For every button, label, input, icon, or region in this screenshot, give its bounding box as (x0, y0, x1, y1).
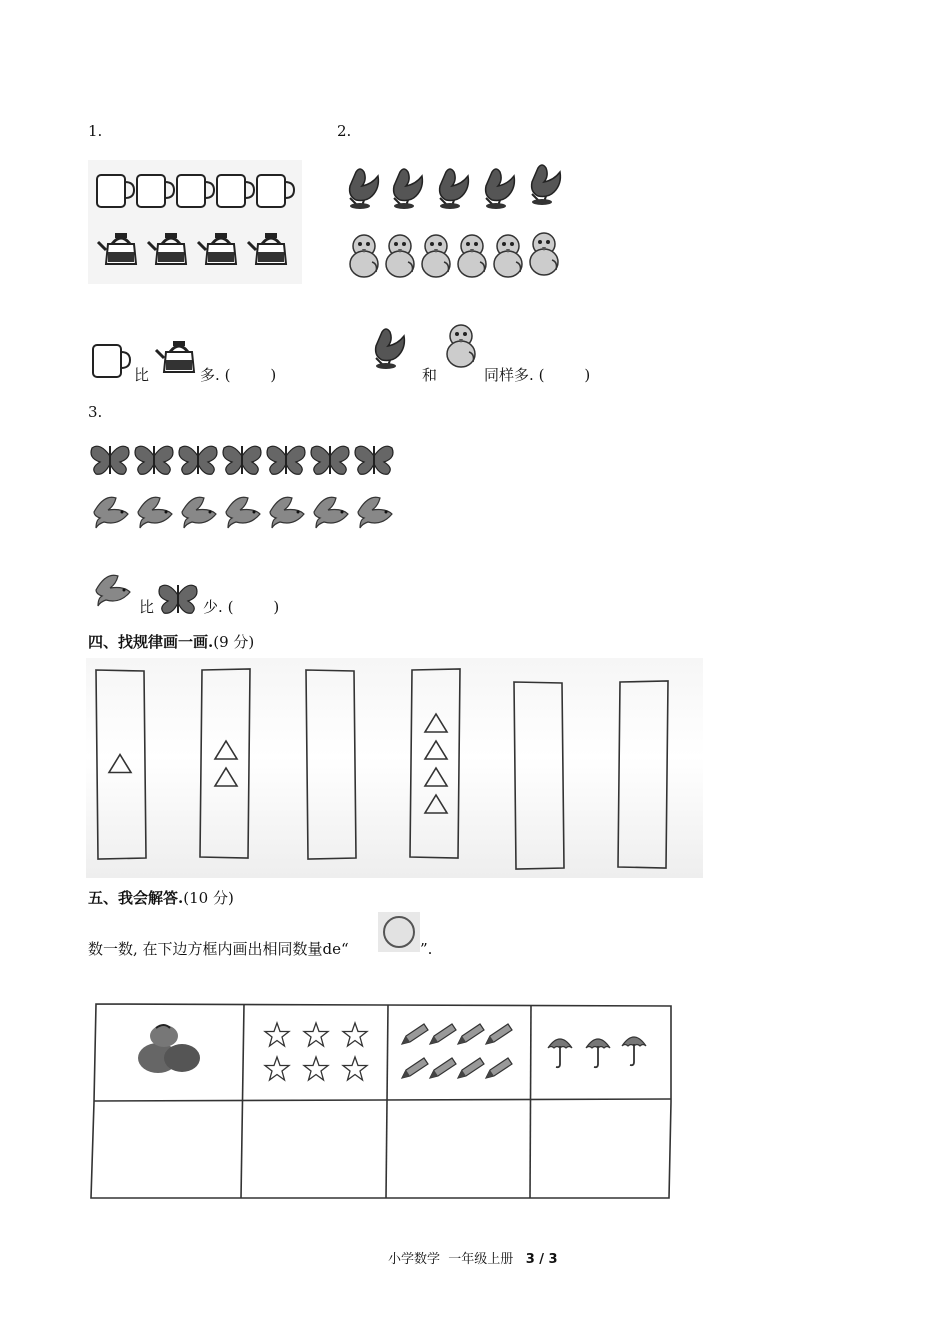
triangle-shape (109, 755, 131, 773)
section-4-heading (88, 633, 254, 651)
q2-result: 同样多. (484, 366, 534, 384)
kettle-icon (154, 332, 200, 376)
q2-close-paren: ) (584, 366, 591, 384)
star-icon (265, 1023, 367, 1080)
page-number: 3 / 3 (525, 1252, 558, 1267)
section-5-score: (10 分) (183, 889, 234, 907)
count-table (86, 998, 676, 1204)
q2-open-paren: ( (538, 366, 545, 384)
rooster-icon (368, 318, 414, 378)
section-5-instruction-end: ”. (420, 940, 433, 958)
umbrella-icon (548, 1037, 646, 1067)
q3-sentence (203, 598, 279, 616)
q3-picture (88, 436, 400, 540)
triangle-shape (425, 714, 447, 732)
q2-sentence (484, 366, 590, 384)
triangle-shape (425, 768, 447, 786)
section-4-score: (9 分) (213, 633, 255, 651)
section-4-title: 四、找规律画一画. (88, 633, 214, 651)
section-5-heading (88, 889, 234, 907)
page-footer (388, 1248, 558, 1267)
q2-and-word: 和 (422, 366, 438, 384)
bird-icon (90, 568, 138, 608)
q1-result: 多. (200, 366, 220, 384)
question-1-number: 1. (88, 122, 103, 140)
q3-compare-word: 比 (139, 598, 155, 616)
footer-subject: 小学数学 (388, 1252, 441, 1267)
tomato-icon (138, 1025, 200, 1073)
answer-cell-2[interactable] (244, 1102, 386, 1197)
answer-cell-4[interactable] (532, 1100, 668, 1197)
triangle-shape (215, 741, 237, 759)
triangle-shape (215, 768, 237, 786)
pattern-column-2[interactable] (200, 669, 250, 858)
pattern-column-6[interactable] (618, 681, 668, 868)
pattern-area (86, 658, 703, 878)
butterfly-icon (156, 578, 200, 616)
triangle-shape (425, 795, 447, 813)
section-5-title: 五、我会解答. (88, 889, 184, 907)
q1-sentence (200, 366, 276, 384)
question-2-number: 2. (337, 122, 352, 140)
pattern-columns (86, 658, 703, 878)
answer-cell-1[interactable] (96, 1103, 240, 1197)
pencil-icon (402, 1024, 512, 1078)
cup-icon (88, 340, 134, 380)
pattern-column-3[interactable] (306, 670, 356, 859)
q2-picture (340, 158, 572, 292)
q3-open-paren: ( (227, 598, 234, 616)
triangle-shape (425, 741, 447, 759)
answer-cell-3[interactable] (388, 1101, 530, 1197)
q1-compare-word: 比 (134, 366, 150, 384)
chick-icon (440, 318, 482, 376)
section-5-instruction-start: 数一数, 在下边方框内画出相同数量de“ (88, 940, 349, 958)
q3-result: 少. (203, 598, 223, 616)
footer-grade: 一年级上册 (448, 1252, 514, 1267)
pattern-column-4[interactable] (410, 669, 460, 858)
pattern-column-1[interactable] (96, 670, 146, 859)
question-3-number: 3. (88, 403, 103, 421)
circle-icon (378, 912, 420, 952)
pattern-column-5[interactable] (514, 682, 564, 869)
q1-open-paren: ( (224, 366, 231, 384)
q1-picture (88, 160, 302, 284)
q1-close-paren: ) (270, 366, 277, 384)
q3-close-paren: ) (273, 598, 280, 616)
